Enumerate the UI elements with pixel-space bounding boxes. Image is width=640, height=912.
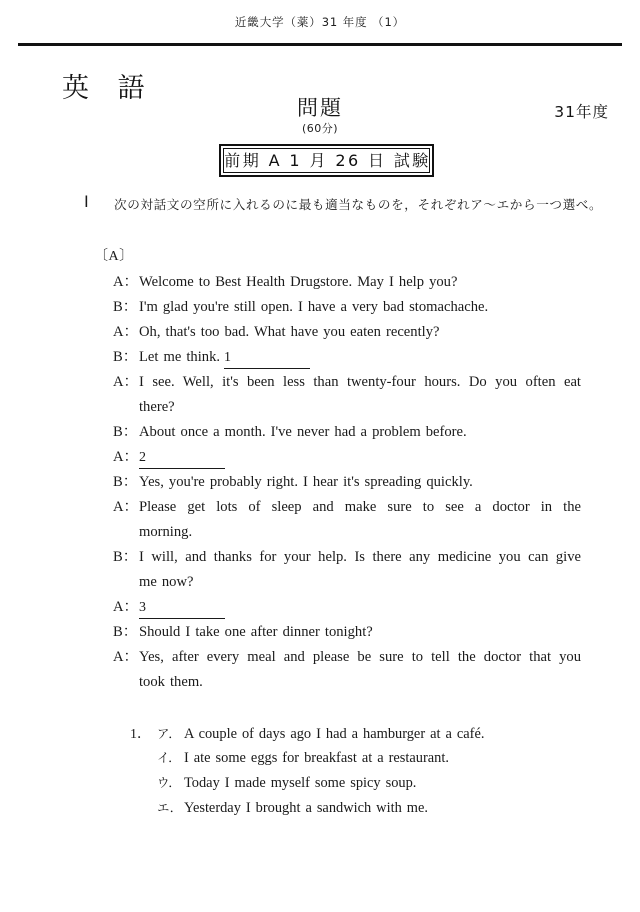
choice-row	[130, 773, 580, 798]
academic-year: 31年度	[554, 103, 609, 121]
dialogue-utterance	[139, 620, 581, 645]
header-divider-rule	[18, 43, 622, 46]
dialogue-utterance	[139, 270, 581, 295]
choice-text[interactable]: A couple of days ago I had a hamburger at a café.	[184, 726, 485, 742]
dialogue-line	[113, 595, 581, 620]
dialogue-line	[113, 320, 581, 345]
dialogue-utterance	[139, 295, 581, 320]
choice-text[interactable]: I ate some eggs for breakfast at a restaurant.	[184, 750, 449, 766]
dialogue-utterance	[139, 670, 581, 695]
dialogue-utterance-text: took them.	[139, 674, 203, 690]
choice-question-number: 1．	[130, 727, 151, 742]
dialogue-speaker: A：	[113, 649, 139, 665]
dialogue-line	[113, 645, 581, 670]
dialogue-utterance-text: Please get lots of sleep and make sure to see a doctor in the	[139, 499, 581, 515]
dialogue-line	[113, 345, 581, 370]
dialogue-utterance	[139, 420, 581, 445]
paper-duration: (60分)	[301, 122, 339, 135]
choice-label[interactable]: ア．	[157, 726, 181, 741]
dialogue-line	[113, 670, 581, 695]
question-number-roman: Ⅰ	[84, 194, 89, 211]
dialogue-line	[113, 545, 581, 570]
dialogue-utterance	[139, 370, 581, 395]
running-head: 近畿大学（薬）31 年度 （1）	[234, 15, 406, 29]
dialogue-utterance-text: I will, and thanks for your help. Is there any medicine you can give	[139, 549, 581, 565]
answer-choices-block	[130, 723, 580, 823]
dialogue-speaker: A：	[113, 499, 139, 515]
dialogue-utterance	[139, 570, 581, 595]
choice-row	[130, 798, 580, 823]
dialogue-utterance	[139, 520, 581, 545]
dialogue-line	[113, 495, 581, 520]
dialogue-speaker: B：	[113, 474, 138, 490]
dialogue-line	[113, 445, 581, 470]
dialogue-line	[113, 370, 581, 395]
dialogue-utterance-text: there?	[139, 399, 175, 415]
dialogue-utterance-text: me now?	[139, 574, 194, 590]
dialogue-speaker: A：	[113, 599, 139, 615]
choice-label[interactable]: ウ．	[157, 775, 181, 790]
subject-title: 英 語	[62, 73, 155, 104]
dialogue-utterance-text: Let me think.	[139, 349, 221, 365]
dialogue-utterance	[139, 320, 581, 345]
dialogue-utterance	[139, 595, 581, 620]
dialogue-speaker: A：	[113, 449, 139, 465]
dialogue-utterance	[139, 645, 581, 670]
dialogue-line	[113, 620, 581, 645]
dialogue-utterance-text: morning.	[139, 524, 193, 540]
dialogue-utterance	[139, 495, 581, 520]
choice-row	[130, 748, 580, 773]
dialogue-speaker: B：	[113, 624, 138, 640]
choice-row	[130, 723, 580, 748]
question-instruction: 次の対話文の空所に入れるのに最も適当なものを，それぞれア～エから一つ選べ。	[114, 197, 603, 212]
exam-session-box	[219, 144, 434, 177]
dialogue-line	[113, 520, 581, 545]
answer-blank[interactable]: 3	[139, 598, 225, 619]
dialogue-line	[113, 420, 581, 445]
section-tag-a: 〔A〕	[94, 249, 134, 264]
dialogue-speaker: B：	[113, 424, 138, 440]
dialogue-utterance-text: Yes, after every meal and please be sure to tell the doctor that you	[139, 649, 581, 665]
dialogue-speaker: B：	[113, 299, 138, 315]
choice-text[interactable]: Yesterday I brought a sandwich with me.	[184, 800, 428, 816]
dialogue-speaker: A：	[113, 324, 139, 340]
dialogue-utterance-text: Yes, you're probably right. I hear it's spreading quickly.	[139, 474, 473, 490]
paper-label: 問題	[297, 96, 343, 120]
dialogue-utterance-text: About once a month. I've never had a problem before.	[139, 424, 467, 440]
exam-session-label: 前期 A 1 月 26 日 試験	[224, 150, 431, 170]
dialogue-utterance	[139, 445, 581, 470]
dialogue-speaker: B：	[113, 549, 138, 565]
dialogue-line	[113, 570, 581, 595]
answer-blank[interactable]: 2	[139, 448, 225, 469]
choice-label[interactable]: イ．	[157, 750, 181, 765]
dialogue-utterance	[139, 395, 581, 420]
answer-blank[interactable]: 1	[224, 348, 310, 369]
dialogue-utterance	[139, 345, 581, 370]
choice-text[interactable]: Today I made myself some spicy soup.	[184, 775, 417, 791]
dialogue-utterance-text: I'm glad you're still open. I have a very bad stomachache.	[139, 299, 489, 315]
dialogue-line	[113, 395, 581, 420]
dialogue-utterance	[139, 470, 581, 495]
dialogue-speaker: A：	[113, 274, 139, 290]
dialogue-utterance-text: I see. Well, it's been less than twenty-four hours. Do you often eat	[139, 374, 581, 390]
dialogue-speaker: A：	[113, 374, 139, 390]
dialogue-utterance-text: Welcome to Best Health Drugstore. May I help you?	[139, 274, 458, 290]
dialogue-utterance-text: Should I take one after dinner tonight?	[139, 624, 373, 640]
dialogue-block	[113, 270, 581, 695]
dialogue-line	[113, 470, 581, 495]
dialogue-line	[113, 270, 581, 295]
dialogue-speaker: B：	[113, 349, 138, 365]
dialogue-line	[113, 295, 581, 320]
dialogue-utterance	[139, 545, 581, 570]
choice-label[interactable]: エ．	[157, 800, 183, 815]
dialogue-utterance-text: Oh, that's too bad. What have you eaten recently?	[139, 324, 440, 340]
